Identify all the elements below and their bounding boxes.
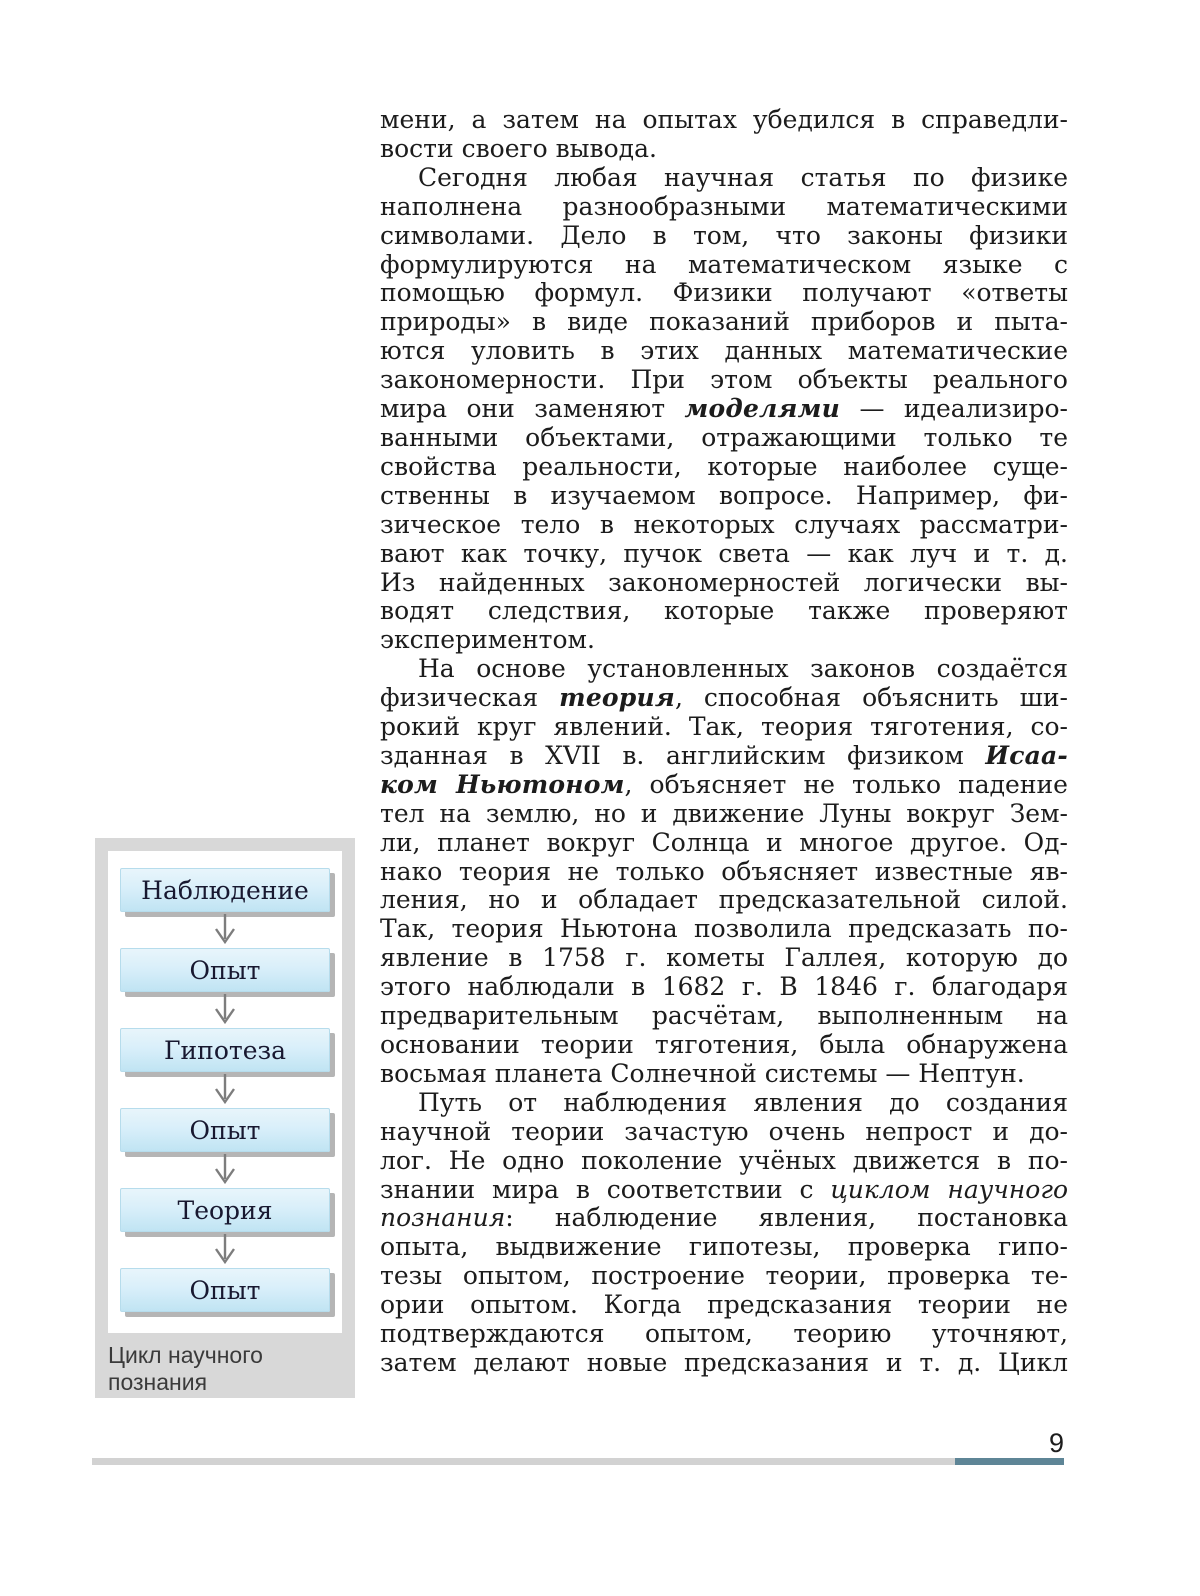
- text-line: Так, теория Ньютона позволила предсказать по-: [380, 914, 1068, 944]
- figure-panel: [95, 838, 355, 1398]
- text-line: символами. Дело в том, что законы физики: [380, 220, 1068, 250]
- text-line: ории опытом. Когда предсказания теории не: [380, 1290, 1068, 1320]
- text-line: Путь от наблюдения явления до создания: [418, 1087, 1068, 1117]
- text-line: нако теория не только объясняет известные яв-: [380, 856, 1068, 886]
- text-line: вают как точку, пучок света — как луч и т. д.: [380, 538, 1068, 568]
- text-line: Из найденных закономерностей логически вы-: [380, 567, 1068, 597]
- text-line: основании теории тяготения, была обнаружена: [380, 1030, 1068, 1059]
- page-number: 9: [1048, 1428, 1064, 1458]
- text-line: ления, но и обладает предсказательной силой.: [380, 885, 1068, 915]
- text-line: научной теории зачастую очень непрост и до-: [380, 1116, 1068, 1146]
- text-line: зданная в XVII в. английским физиком Исаа-: [380, 740, 1068, 770]
- text-line: предварительным расчётам, выполненным на: [380, 1001, 1068, 1031]
- text-line: опыта, выдвижение гипотезы, проверка гипо-: [380, 1232, 1068, 1262]
- text-line: экспериментом.: [380, 625, 595, 655]
- footer-rule-accent-segment: [955, 1458, 1064, 1465]
- text-line: помощью формул. Физики получают «ответы: [380, 278, 1068, 308]
- down-arrow-icon: [210, 1073, 240, 1107]
- paragraph: [380, 655, 1068, 1089]
- text-line: На основе установленных законов создаётся: [418, 654, 1068, 684]
- text-line: этого наблюдали в 1682 г. В 1846 г. благодаря: [380, 972, 1068, 1002]
- text-line: восьмая планета Солнечной системы — Нептун.: [380, 1058, 1025, 1088]
- text-line: подтверждаются опытом, теорию уточняют,: [380, 1319, 1068, 1349]
- down-arrow-icon: [210, 913, 240, 947]
- text-line: вости своего вывода.: [380, 133, 657, 163]
- text-line: природы» в виде показаний приборов и пыта-: [380, 307, 1068, 337]
- flow-box: Опыт: [120, 948, 330, 992]
- figure-caption-line1: Цикл научного: [108, 1342, 263, 1368]
- paragraph: [380, 164, 1068, 655]
- flow-box: Опыт: [120, 1108, 330, 1152]
- text-line: физическая теория, способная объяснить ши-: [380, 683, 1068, 713]
- text-line: закономерности. При этом объекты реального: [380, 365, 1068, 395]
- text-line: мира они заменяют моделями — идеализиро-: [380, 394, 1068, 424]
- footer-rule: [92, 1458, 1064, 1465]
- text-line: зическое тело в некоторых случаях рассматри-: [380, 509, 1068, 539]
- text-line: мени, а затем на опытах убедился в справедли-: [380, 105, 1068, 134]
- body-text-column: [380, 106, 1068, 1378]
- text-line: познания: наблюдение явления, постановка: [380, 1203, 1068, 1233]
- text-line: ются уловить в этих данных математические: [380, 336, 1068, 366]
- text-line: лог. Не одно поколение учёных движется в по-: [380, 1145, 1068, 1175]
- text-line: формулируются на математическом языке с: [380, 249, 1068, 279]
- down-arrow-icon: [210, 993, 240, 1027]
- flow-box: Опыт: [120, 1268, 330, 1312]
- paragraph: [380, 1089, 1068, 1378]
- text-line: наполнена разнообразными математическими: [380, 191, 1068, 221]
- footer-rule-gray-segment: [92, 1458, 955, 1465]
- flow-box: Гипотеза: [120, 1028, 330, 1072]
- text-line: водят следствия, которые также проверяют: [380, 596, 1068, 626]
- text-line: тел на землю, но и движение Луны вокруг Зем-: [380, 798, 1068, 828]
- down-arrow-icon: [210, 1153, 240, 1187]
- text-line: тезы опытом, построение теории, проверка те-: [380, 1261, 1068, 1291]
- text-line: ственны в изучаемом вопросе. Например, фи-: [380, 480, 1068, 510]
- text-line: свойства реальности, которые наиболее суще-: [380, 451, 1068, 481]
- figure-caption: [108, 1342, 342, 1396]
- paragraph: [380, 106, 1068, 164]
- figure-caption-line2: познания: [108, 1369, 208, 1395]
- text-line: ком Ньютоном, объясняет не только падение: [380, 769, 1068, 799]
- flow-box: Наблюдение: [120, 868, 330, 912]
- down-arrow-icon: [210, 1233, 240, 1267]
- text-line: Сегодня любая научная статья по физике: [418, 162, 1068, 192]
- text-line: затем делают новые предсказания и т. д. Цикл: [380, 1347, 1068, 1377]
- text-line: ли, планет вокруг Солнца и многое другое. Од-: [380, 827, 1068, 857]
- text-line: рокий круг явлений. Так, теория тяготения, со-: [380, 712, 1068, 742]
- text-line: знании мира в соответствии с циклом научного: [380, 1174, 1069, 1204]
- text-line: явление в 1758 г. кометы Галлея, которую до: [380, 943, 1068, 973]
- flow-box: Теория: [120, 1188, 330, 1232]
- scientific-cycle-flowchart: [108, 851, 342, 1333]
- text-line: ванными объектами, отражающими только те: [380, 422, 1068, 452]
